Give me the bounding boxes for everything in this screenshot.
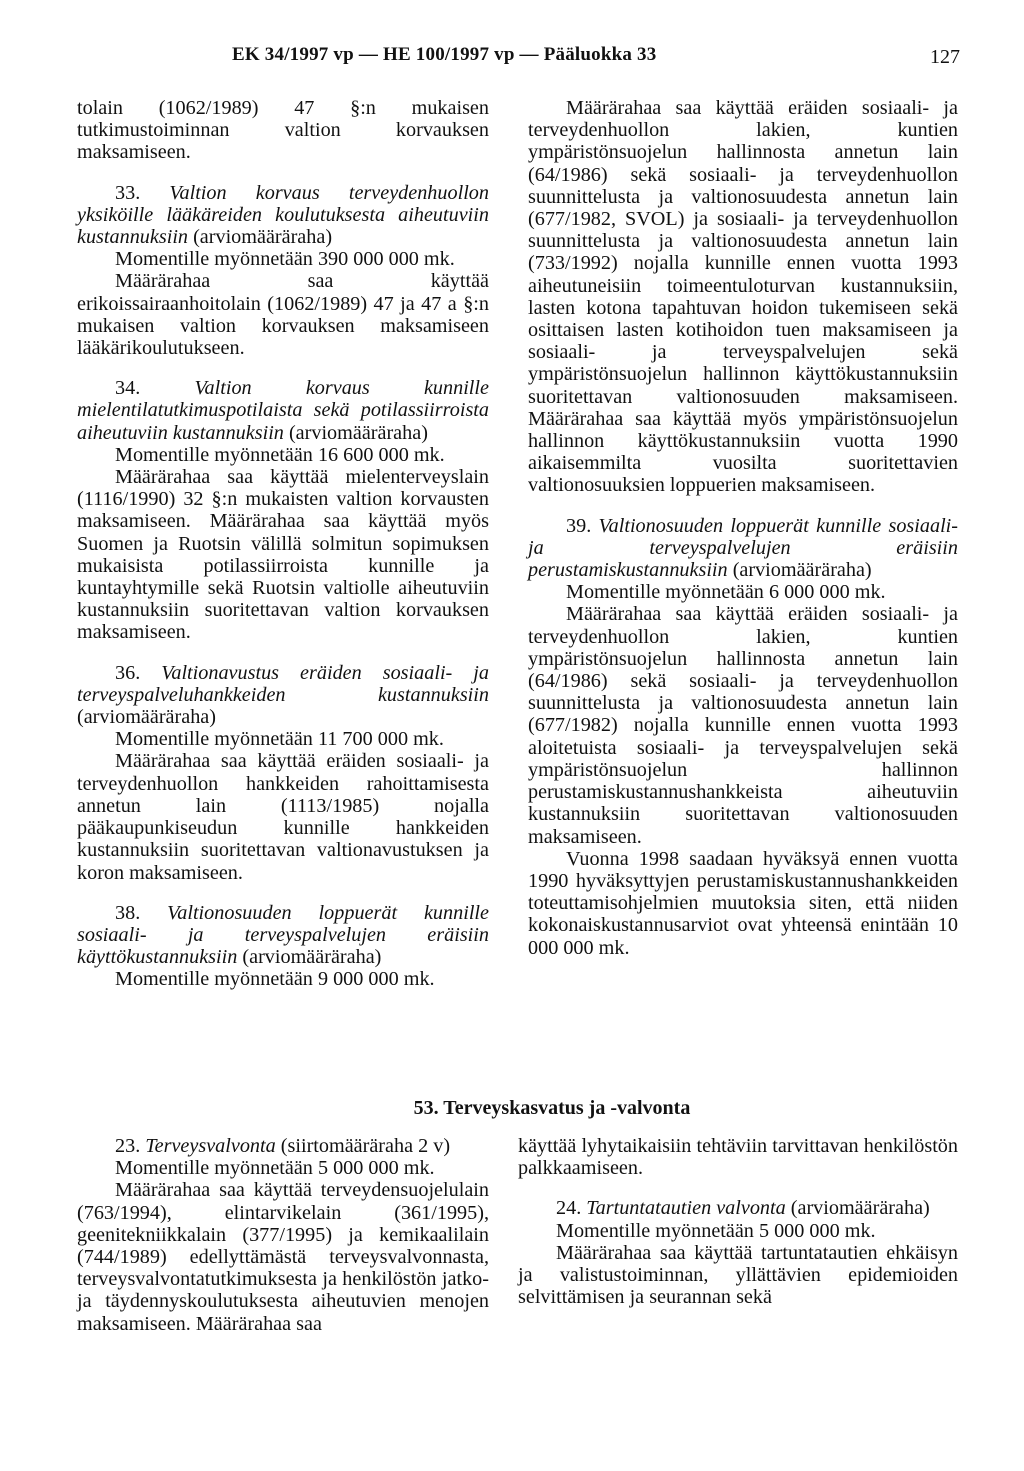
item-title: Terveysvalvonta — [145, 1135, 276, 1157]
item-number: 24. — [556, 1197, 582, 1220]
item-title: Valtionavustus eräiden sosiaali- ja terveyspalveluhankkeiden kustannuksiin — [77, 661, 489, 706]
right-intro-paragraph: Määrärahaa saa käyttää eräiden sosiaali- ja terveydenhuollon lakien, kuntien ympäristönsuojelun hallinnosta annetun lain (64/1986) sekä sosiaali- ja terveydenhuollon suunnittelusta ja valtionosuudesta annetun lain (677/1982, SVOL) ja sosiaali- ja terveydenhuollon suunnittelusta ja valtionosuudesta annetun lain (733/1992) nojalla kunnille ennen vuotta 1993 aiheutuneisiin toimeentuloturvan kustannuksiin, lasten kotona tapahtuvan hoidon tukemiseen sekä osittaisen lasten kotihoidon tuen maksamiseen ja sosiaali- ja terveyspalvelujen sekä ympäristönsuojelun hallinnon käyttökustannuksiin suoritettavan valtionosuuden maksamiseen. Määrärahaa saa käyttää myös ympäristönsuojelun hallinnon käyttökustannuksiin vuotta 1990 aikaisemmilta vuosilta suoritettavien valtionosuuksien loppuerien maksamiseen. — [528, 97, 958, 497]
item-34-text: Määrärahaa saa käyttää mielenterveyslain (1116/1990) 32 §:n mukaisten valtion korvausten maksamiseen. Määrärahaa saa käyttää myös Suomen ja Ruotsin välillä solmitun sopimuksen mukaisista potilassiirroista kunnille ja kuntayhtymille sekä Ruotsin valtiolle aiheutuviin kustannuksiin suoritettavan valtion korvauksen maksamiseen. — [77, 466, 489, 644]
page-header — [0, 38, 1024, 78]
item-33-heading — [77, 182, 489, 249]
item-34-heading — [77, 377, 489, 444]
header-title: EK 34/1997 vp — HE 100/1997 vp — Pääluokka 33 — [232, 44, 657, 65]
item-title: Valtionosuuden loppuerät kunnille sosiaali- ja terveyspalvelujen eräisiin perustamiskustannuksiin — [528, 514, 959, 582]
item-title: Tartuntatautien valvonta — [586, 1197, 786, 1220]
item-34-amount: Momentille myönnetään 16 600 000 mk. — [115, 443, 445, 466]
item-type: (siirtomääräraha 2 v) — [280, 1135, 451, 1157]
item-39-amount: Momentille myönnetään 6 000 000 mk. — [566, 581, 886, 604]
item-39-heading — [528, 515, 958, 582]
item-23-heading — [77, 1135, 489, 1157]
item-type: (arviomääräraha) — [77, 706, 216, 729]
item-type: (arviomääräraha) — [288, 421, 428, 444]
item-24-heading — [518, 1197, 958, 1219]
item-23-text: Määrärahaa saa käyttää terveydensuojelulain (763/1994), elintarvikelain (361/1995), geenitekniikkalain (377/1995) ja kemikaalilain (744/1989) edellyttämästä terveysvalvonnasta, terveysvalvontatutkimuksesta ja henkilöstön jatko- ja täydennyskoulutuksesta aiheutuvien menojen maksamiseen. Määrärahaa saa — [77, 1179, 489, 1335]
item-33-amount: Momentille myönnetään 390 000 000 mk. — [115, 248, 455, 271]
item-title: Valtion korvaus terveydenhuollon yksiköille lääkäreiden koulutuksesta aiheutuviin kustannuksiin — [77, 181, 489, 249]
item-36-amount: Momentille myönnetään 11 700 000 mk. — [115, 728, 444, 751]
item-36-text: Määrärahaa saa käyttää eräiden sosiaali- ja terveydenhuollon hankkeiden rahoittamisesta annetun lain (1113/1985) nojalla pääkaupunkiseudun kunnille hankkeiden kustannuksiin suoritettavan valtionavustuksen ja koron maksamiseen. — [77, 750, 489, 884]
section-53-heading: 53. Terveyskasvatus ja -valvonta — [413, 1097, 691, 1119]
item-39-text: Määrärahaa saa käyttää eräiden sosiaali- ja terveydenhuollon lakien, kuntien ympäristönsuojelun hallinnosta annetun lain (64/1986) sekä sosiaali- ja terveydenhuollon suunnittelusta ja valtionosuudesta annetun lain (677/1982) nojalla kunnille ennen vuotta 1993 aloitetuista sosiaali- ja terveyspalvelujen sekä ympäristönsuojelun hallinnon perustamiskustannushankkeista aiheutuviin kustannuksiin suoritettavan valtionosuuden maksamiseen. — [528, 603, 958, 848]
item-type: (arviomääräraha) — [242, 946, 382, 969]
section-53-left-column — [77, 1135, 489, 1335]
item-23-continuation: käyttää lyhytaikaisiin tehtäviin tarvittavan henkilöstön palkkaamiseen. — [518, 1135, 958, 1180]
item-number: 33. — [115, 181, 141, 204]
item-24-amount: Momentille myönnetään 5 000 000 mk. — [556, 1219, 876, 1242]
item-type: (arviomääräraha) — [732, 559, 872, 582]
section-53-right-column — [518, 1135, 958, 1308]
item-24-text: Määrärahaa saa käyttää tartuntatautien ehkäisyn ja valistustoiminnan, yllättävien epidemioiden selvittämisen ja seurannan sekä — [518, 1241, 958, 1309]
right-column — [528, 97, 958, 959]
left-intro-paragraph: tolain (1062/1989) 47 §:n mukaisen tutkimustoiminnan valtion korvauksen maksamiseen. — [77, 97, 489, 164]
item-type: (arviomääräraha) — [790, 1197, 930, 1220]
item-title: Valtion korvaus kunnille mielentilatutkimuspotilaista sekä potilassiirroista aiheutuviin kustannuksiin — [77, 377, 489, 444]
item-23-amount: Momentille myönnetään 5 000 000 mk. — [115, 1157, 435, 1180]
item-39-text-2: Vuonna 1998 saadaan hyväksyä ennen vuotta 1990 hyväksyttyjen perustamiskustannushankkeiden toteuttamisohjelmien muutoksia siten, että niiden kokonaiskustannusarviot ovat yhteensä enintään 10 000 000 mk. — [528, 847, 958, 959]
item-number: 39. — [566, 514, 592, 537]
item-title: Valtionosuuden loppuerät kunnille sosiaali- ja terveyspalvelujen eräisiin käyttökustannuksiin — [77, 901, 490, 969]
item-number: 36. — [115, 661, 141, 684]
item-number: 34. — [115, 377, 141, 400]
item-type: (arviomääräraha) — [193, 226, 333, 249]
left-column — [77, 97, 489, 991]
item-36-heading — [77, 662, 489, 729]
item-38-amount: Momentille myönnetään 9 000 000 mk. — [115, 968, 435, 991]
item-number: 38. — [115, 901, 141, 924]
page-number: 127 — [930, 46, 960, 68]
item-33-text: Määrärahaa saa käyttää erikoissairaanhoitolain (1062/1989) 47 ja 47 a §:n mukaisen valtion korvauksen maksamiseen lääkärikoulutukseen. — [77, 270, 489, 360]
item-38-heading — [77, 902, 489, 969]
item-number: 23. — [115, 1135, 141, 1157]
